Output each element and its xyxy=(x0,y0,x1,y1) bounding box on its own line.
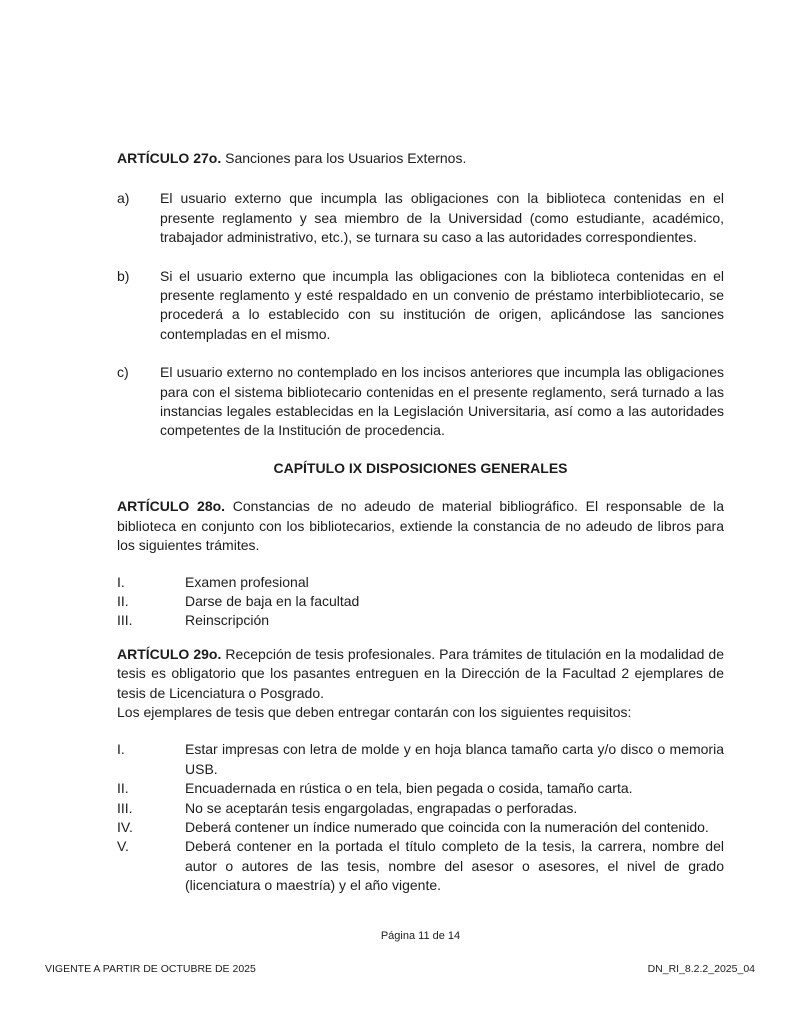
item-text: No se aceptarán tesis engargoladas, engrapadas o perforadas. xyxy=(185,799,578,816)
item-marker: IV. xyxy=(117,818,133,835)
page-number: Página 11 de 14 xyxy=(380,930,461,942)
article-27-subject: Sanciones para los Usuarios Externos. xyxy=(225,150,467,166)
item-text: El usuario externo no contemplado en los incisos anteriores que incumpla las obligaciones para con el sistema bibliotecario contenidas en el presente reglamento, será turnado a las instancias legales establecidas en la Legislación Universitaria, así como a las autoridades competentes de la Institución de procedencia. xyxy=(160,364,724,439)
list-item-i xyxy=(117,740,724,779)
list-item-iv xyxy=(117,818,724,837)
item-text: Estar impresas con letra de molde y en hoja blanca tamaño carta y/o disco o memoria USB. xyxy=(185,741,724,777)
item-text: El usuario externo que incumpla las obligaciones con la biblioteca contenidas en el presente reglamento y sea miembro de la Universidad (como estudiante, académico, trabajador administrativo, etc.), se turnara su caso a las autoridades correspondientes. xyxy=(160,190,724,246)
article-28-label: ARTÍCULO 28o. xyxy=(117,498,226,515)
item-marker: I. xyxy=(117,573,125,590)
item-marker: I. xyxy=(117,741,125,758)
list-item-iii xyxy=(117,611,724,630)
list-item-iii xyxy=(117,799,724,818)
article-29-label: ARTÍCULO 29o. xyxy=(117,645,222,662)
item-marker: III. xyxy=(117,612,133,629)
item-marker: II. xyxy=(117,780,129,797)
article-29-text: Recepción de tesis profesionales. Para trámites de titulación en la modalidad de tesis es obligatorio que los pasantes entreguen en la Dirección de la Facultad 2 ejemplares de tesis de Licenciatura o Posgrado. xyxy=(117,645,724,701)
item-text: Encuadernada en rústica o en tela, bien pegada o cosida, tamaño carta. xyxy=(185,780,633,797)
article-27-label: ARTÍCULO 27o. xyxy=(117,150,222,166)
article-29-list xyxy=(117,740,724,895)
list-item-a xyxy=(117,189,724,247)
list-item-i xyxy=(117,573,724,592)
item-marker: c) xyxy=(117,364,129,381)
item-marker: a) xyxy=(117,190,130,207)
article-27-title xyxy=(117,149,724,168)
article-28-list xyxy=(117,573,724,631)
article-29-paragraph xyxy=(117,645,724,703)
page-footer xyxy=(45,963,755,976)
chapter-heading: CAPÍTULO IX DISPOSICIONES GENERALES xyxy=(273,459,568,476)
footer-effective-date: VIGENTE A PARTIR DE OCTUBRE DE 2025 xyxy=(45,963,256,975)
article-29-intro: Los ejemplares de tesis que deben entregar contarán con los siguientes requisitos: xyxy=(117,703,632,720)
article-27-list xyxy=(117,189,724,440)
item-text: Deberá contener un índice numerado que coincida con la numeración del contenido. xyxy=(185,818,709,835)
list-item-ii xyxy=(117,592,724,611)
list-item-v xyxy=(117,837,724,895)
item-marker: b) xyxy=(117,267,130,284)
article-28-text: Constancias de no adeudo de material bibliográfico. El responsable de la biblioteca en conjunto con los bibliotecarios, extiende la constancia de no adeudo de libros para los siguientes trámites. xyxy=(117,498,724,554)
item-marker: II. xyxy=(117,592,129,609)
item-marker: V. xyxy=(117,838,129,855)
footer-document-code: DN_RI_8.2.2_2025_04 xyxy=(647,963,755,975)
item-text: Darse de baja en la facultad xyxy=(185,592,360,609)
item-text: Si el usuario externo que incumpla las obligaciones con la biblioteca contenidas en el presente reglamento y esté respaldado en un convenio de préstamo interbibliotecario, se procederá a lo establecido con su institución de origen, aplicándose las sanciones contempladas en el mismo. xyxy=(160,267,724,342)
item-text: Reinscripción xyxy=(185,612,270,629)
list-item-c xyxy=(117,363,724,441)
item-text: Examen profesional xyxy=(185,573,309,590)
item-text: Deberá contener en la portada el título completo de la tesis, la carrera, nombre del autor o autores de las tesis, nombre del asesor o asesores, el nivel de grado (licenciatura o maestría) y el año vigente. xyxy=(185,838,724,894)
item-marker: III. xyxy=(117,799,133,816)
article-28-paragraph xyxy=(117,497,724,555)
list-item-ii xyxy=(117,779,724,798)
list-item-b xyxy=(117,267,724,345)
